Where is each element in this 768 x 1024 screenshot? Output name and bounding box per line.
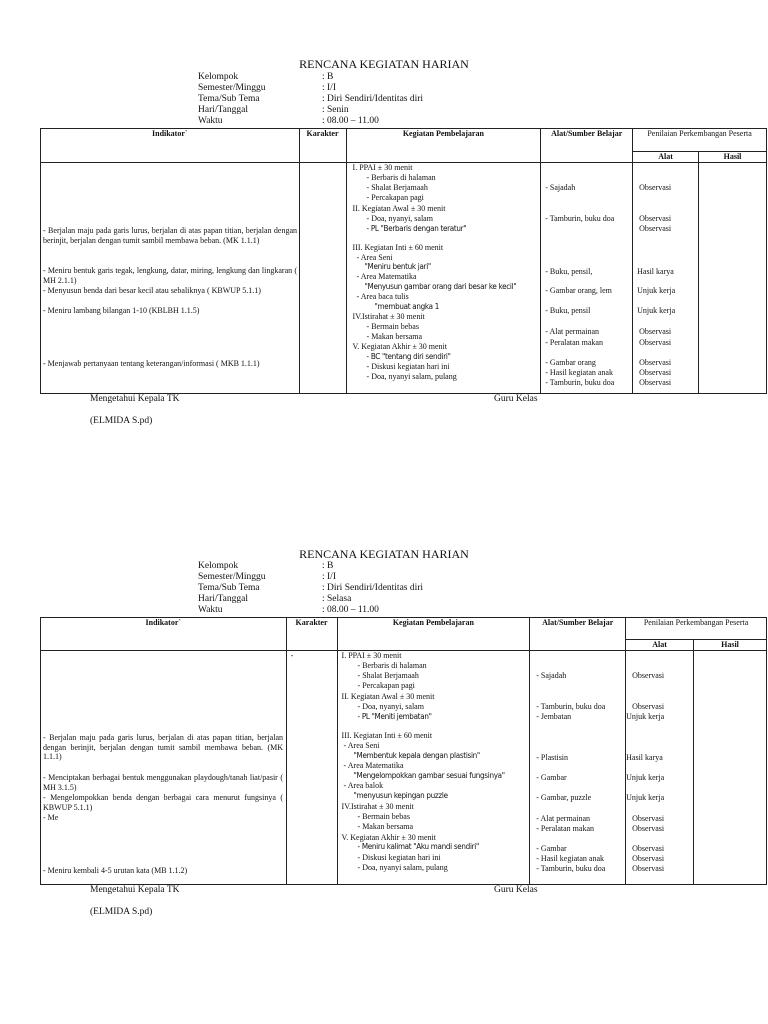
penilaian-item: Observasi [632, 670, 665, 680]
indikator-cell [41, 163, 299, 393]
alat-sumber-item: - Sajadah [545, 182, 576, 192]
kegiatan-cell [347, 163, 541, 393]
penilaian-item: Unjuk kerja [637, 305, 676, 315]
header-penilaian: Penilaian Perkembangan Peserta [633, 129, 767, 152]
penilaian-item: Unjuk kerja [626, 792, 665, 802]
alat-sumber-item: - Hasil kegiatan anak [545, 367, 613, 377]
signatory-name: (ELMIDA S.pd) [90, 907, 153, 917]
meta-key: Hari/Tanggal [198, 594, 248, 604]
meta-value: : I/I [322, 572, 336, 582]
alat-sumber-item: - Peralatan makan [536, 823, 594, 833]
meta-key: Tema/Sub Tema [198, 583, 260, 593]
meta-value: : B [322, 561, 334, 571]
indikator-item: - Meniru kembali 4-5 urutan kata (MB 1.1.2) [43, 865, 188, 875]
indikator-item: - Menyusun benda dari besar kecil atau sebaliknya ( KBWUP 5.1.1) [43, 285, 261, 295]
kegiatan-line: V. Kegiatan Akhir ± 30 menit [341, 832, 436, 842]
alat-sumber-cell [530, 651, 625, 884]
meta-value: : Selasa [322, 594, 352, 604]
meta-value: : B [322, 72, 334, 82]
header-indikator: Indikator` [41, 129, 300, 163]
alat-sumber-item: - Alat permainan [536, 813, 591, 823]
penilaian-item: Observasi [639, 326, 672, 336]
kegiatan-line: - Area Seni [343, 740, 380, 750]
kegiatan-line: - Doa, nyanyi, salam [357, 701, 424, 711]
alat-sumber-item: - Gambar orang, lem [545, 285, 612, 295]
kegiatan-line: I. PPAI ± 30 menit [352, 162, 413, 172]
meta-value: : 08.00 – 11.00 [322, 605, 379, 615]
alat-sumber-item: - Gambar orang [545, 357, 596, 367]
kegiatan-line: "Meniru bentuk jari" [364, 261, 431, 271]
penilaian-item: Observasi [632, 813, 665, 823]
kegiatan-line: - Makan bersama [357, 821, 414, 831]
penilaian-item: Observasi [639, 377, 672, 387]
header-kegiatan: Kegiatan Pembelajaran [337, 618, 530, 651]
kegiatan-line: - Diskusi kegiatan hari ini [366, 361, 450, 371]
penilaian-item: Observasi [632, 701, 665, 711]
header-hasil: Hasil [699, 152, 767, 163]
header-alat: Alat [626, 640, 694, 651]
alat-sumber-item: - Tamburin, buku doa [545, 213, 615, 223]
header-alat: Alat [633, 152, 699, 163]
indikator-item: - Me [43, 812, 59, 822]
indikator-item: - Meniru lambang bilangan 1-10 (KBLBH 1.1.5) [43, 305, 200, 315]
kegiatan-line: II. Kegiatan Awal ± 30 menit [341, 691, 435, 701]
kegiatan-line: - Doa, nyanyi, salam [366, 213, 433, 223]
penilaian-item: Observasi [639, 223, 672, 233]
meta-key: Semester/Minggu [198, 572, 266, 582]
header-karakter: Karakter [286, 618, 337, 651]
alat-sumber-cell [541, 163, 632, 393]
kegiatan-line: - Shalat Berjamaah [357, 670, 419, 680]
kegiatan-line: - Area Matematika [356, 271, 417, 281]
plan-table [40, 128, 767, 394]
indikator-item: - Berjalan maju pada garis lurus, berjalan di atas papan titian, berjalan dengan berinjit, berjalan dengan tumit sambil membawa beban. (MK 1.1.1) [43, 732, 283, 762]
karakter-cell [300, 163, 346, 393]
indikator-item: - Menjawab pertanyaan tentang keterangan/informasi ( MKB 1.1.1) [43, 358, 260, 368]
kegiatan-line: - PL "Meniti jembatan" [357, 711, 432, 721]
penilaian-item: Unjuk kerja [637, 285, 676, 295]
penilaian-item: Observasi [639, 357, 672, 367]
karakter-item: - [290, 650, 294, 660]
indikator-cell [41, 651, 286, 884]
kegiatan-line: - Percakapan pagi [366, 192, 424, 202]
kegiatan-line: IV.Istirahat ± 30 menit [352, 311, 425, 321]
penilaian-item: Observasi [632, 843, 665, 853]
alat-sumber-item: - Plastisin [536, 752, 569, 762]
meta-key: Tema/Sub Tema [198, 94, 260, 104]
meta-key: Waktu [198, 116, 223, 126]
kegiatan-line: "Menyusun gambar orang dari besar ke kecil" [364, 281, 517, 291]
penilaian-item: Unjuk kerja [626, 711, 665, 721]
header-karakter: Karakter [299, 129, 346, 163]
alat-sumber-item: - Sajadah [536, 670, 567, 680]
penilaian-item: Observasi [632, 823, 665, 833]
kegiatan-line: - Bermain bebas [357, 811, 410, 821]
meta-key: Semester/Minggu [198, 83, 266, 93]
alat-sumber-item: - Gambar [536, 772, 567, 782]
alat-sumber-item: - Alat permainan [545, 326, 599, 336]
alat-sumber-item: - Buku, pensil, [545, 266, 593, 276]
indikator-item: - Mengelompokkan benda dengan berbagai cara menurut fungsinya ( KBWUP 5.1.1) [43, 792, 283, 812]
header-penilaian: Penilaian Perkembangan Peserta [626, 618, 767, 640]
alat-sumber-item: - Jembatan [536, 711, 572, 721]
indikator-item: - Berjalan maju pada garis lurus, berjalan di atas papan titian, berjalan dengan berinjit, berjalan dengan tumit sambil membawa beban. (MK 1.1.1) [43, 225, 297, 245]
header-alat-sumber: Alat/Sumber Belajar [530, 618, 626, 651]
header-hasil: Hasil [694, 640, 767, 651]
alat-sumber-item: - Tamburin, buku doa [536, 863, 606, 873]
page-title: RENCANA KEGIATAN HARIAN [299, 57, 469, 71]
kegiatan-line: - Diskusi kegiatan hari ini [357, 852, 441, 862]
penilaian-hasil-cell [694, 651, 766, 884]
penilaian-item: Observasi [632, 863, 665, 873]
penilaian-hasil-cell [699, 163, 766, 393]
kegiatan-line: III. Kegiatan Inti ± 60 menit [341, 730, 433, 740]
penilaian-alat-cell [626, 651, 693, 884]
guru-kelas-label: Guru Kelas [494, 394, 538, 404]
indikator-item: - Meniru bentuk garis tegak, lengkung, datar, miring, lengkung dan lingkaran ( MH 2.1.1) [43, 265, 297, 285]
kegiatan-line: - Area Matematika [343, 760, 404, 770]
meta-value: : 08.00 – 11.00 [322, 116, 379, 126]
meta-value: : I/I [322, 83, 336, 93]
page-title: RENCANA KEGIATAN HARIAN [299, 547, 469, 561]
indikator-item: - Menciptakan berbagai bentuk menggunakan playdough/tanah liat/pasir ( MH 3.1.5) [43, 772, 283, 792]
kegiatan-line: II. Kegiatan Awal ± 30 menit [352, 203, 446, 213]
kegiatan-line: V. Kegiatan Akhir ± 30 menit [352, 341, 447, 351]
alat-sumber-item: - Buku, pensil [545, 305, 591, 315]
kegiatan-line: - Percakapan pagi [357, 680, 415, 690]
alat-sumber-item: - Tamburin, buku doa [536, 701, 606, 711]
kegiatan-line: I. PPAI ± 30 menit [341, 650, 402, 660]
kegiatan-line: "Mengelompokkan gambar sesuai fungsinya" [353, 770, 505, 780]
kegiatan-line: "menyusun kepingan puzzle [353, 790, 448, 800]
penilaian-item: Observasi [639, 213, 672, 223]
meta-value: : Diri Sendiri/Identitas diri [322, 94, 424, 104]
penilaian-item: Observasi [639, 367, 672, 377]
plan-table [40, 617, 767, 885]
kegiatan-line: - PL "Berbaris dengan teratur" [366, 223, 467, 233]
kegiatan-line: - Area Seni [356, 252, 393, 262]
header-indikator: Indikator` [41, 618, 287, 651]
kegiatan-line: - Area balok [343, 780, 384, 790]
penilaian-item: Observasi [632, 853, 665, 863]
kegiatan-line: "Membentuk kepala dengan plastisin" [353, 750, 480, 760]
meta-key: Kelompok [198, 72, 239, 82]
penilaian-item: Observasi [639, 337, 672, 347]
kegiatan-cell [338, 651, 530, 884]
meta-value: : Senin [322, 105, 349, 115]
plan-meta [198, 561, 423, 616]
mengetahui-label: Mengetahui Kepala TK [90, 885, 180, 895]
kegiatan-line: - Bermain bebas [366, 321, 419, 331]
kegiatan-line: IV.Istirahat ± 30 menit [341, 801, 414, 811]
meta-key: Waktu [198, 605, 223, 615]
header-kegiatan: Kegiatan Pembelajaran [346, 129, 541, 163]
alat-sumber-item: - Tamburin, buku doa [545, 377, 615, 387]
plan-meta [198, 72, 423, 127]
kegiatan-line: III. Kegiatan Inti ± 60 menit [352, 242, 444, 252]
alat-sumber-item: - Peralatan makan [545, 337, 603, 347]
penilaian-item: Observasi [639, 182, 672, 192]
guru-kelas-label: Guru Kelas [494, 885, 538, 895]
penilaian-alat-cell [633, 163, 698, 393]
alat-sumber-item: - Hasil kegiatan anak [536, 853, 604, 863]
kegiatan-line: - Shalat Berjamaah [366, 182, 428, 192]
kegiatan-line: - Doa, nyanyi salam, pulang [357, 862, 448, 872]
alat-sumber-item: - Gambar [536, 843, 567, 853]
kegiatan-line: - Area baca tulis [356, 291, 409, 301]
kegiatan-line: - BC "tentang diri sendiri" [366, 351, 451, 361]
kegiatan-line: - Makan bersama [366, 331, 423, 341]
penilaian-item: Hasil karya [626, 752, 663, 762]
kegiatan-line: - Berbaris di halaman [366, 172, 436, 182]
header-alat-sumber: Alat/Sumber Belajar [541, 129, 633, 163]
penilaian-item: Hasil karya [637, 266, 674, 276]
signatory-name: (ELMIDA S.pd) [90, 416, 153, 426]
kegiatan-line: - Doa, nyanyi salam, pulang [366, 371, 457, 381]
kegiatan-line: - Berbaris di halaman [357, 660, 427, 670]
alat-sumber-item: - Gambar, puzzle [536, 792, 592, 802]
kegiatan-line: "membuat angka 1 [374, 301, 439, 311]
meta-key: Hari/Tanggal [198, 105, 248, 115]
mengetahui-label: Mengetahui Kepala TK [90, 394, 180, 404]
karakter-cell [287, 651, 337, 884]
meta-value: : Diri Sendiri/Identitas diri [322, 583, 424, 593]
kegiatan-line: - Meniru kalimat "Aku mandi sendiri" [357, 841, 480, 851]
penilaian-item: Unjuk kerja [626, 772, 665, 782]
meta-key: Kelompok [198, 561, 239, 571]
